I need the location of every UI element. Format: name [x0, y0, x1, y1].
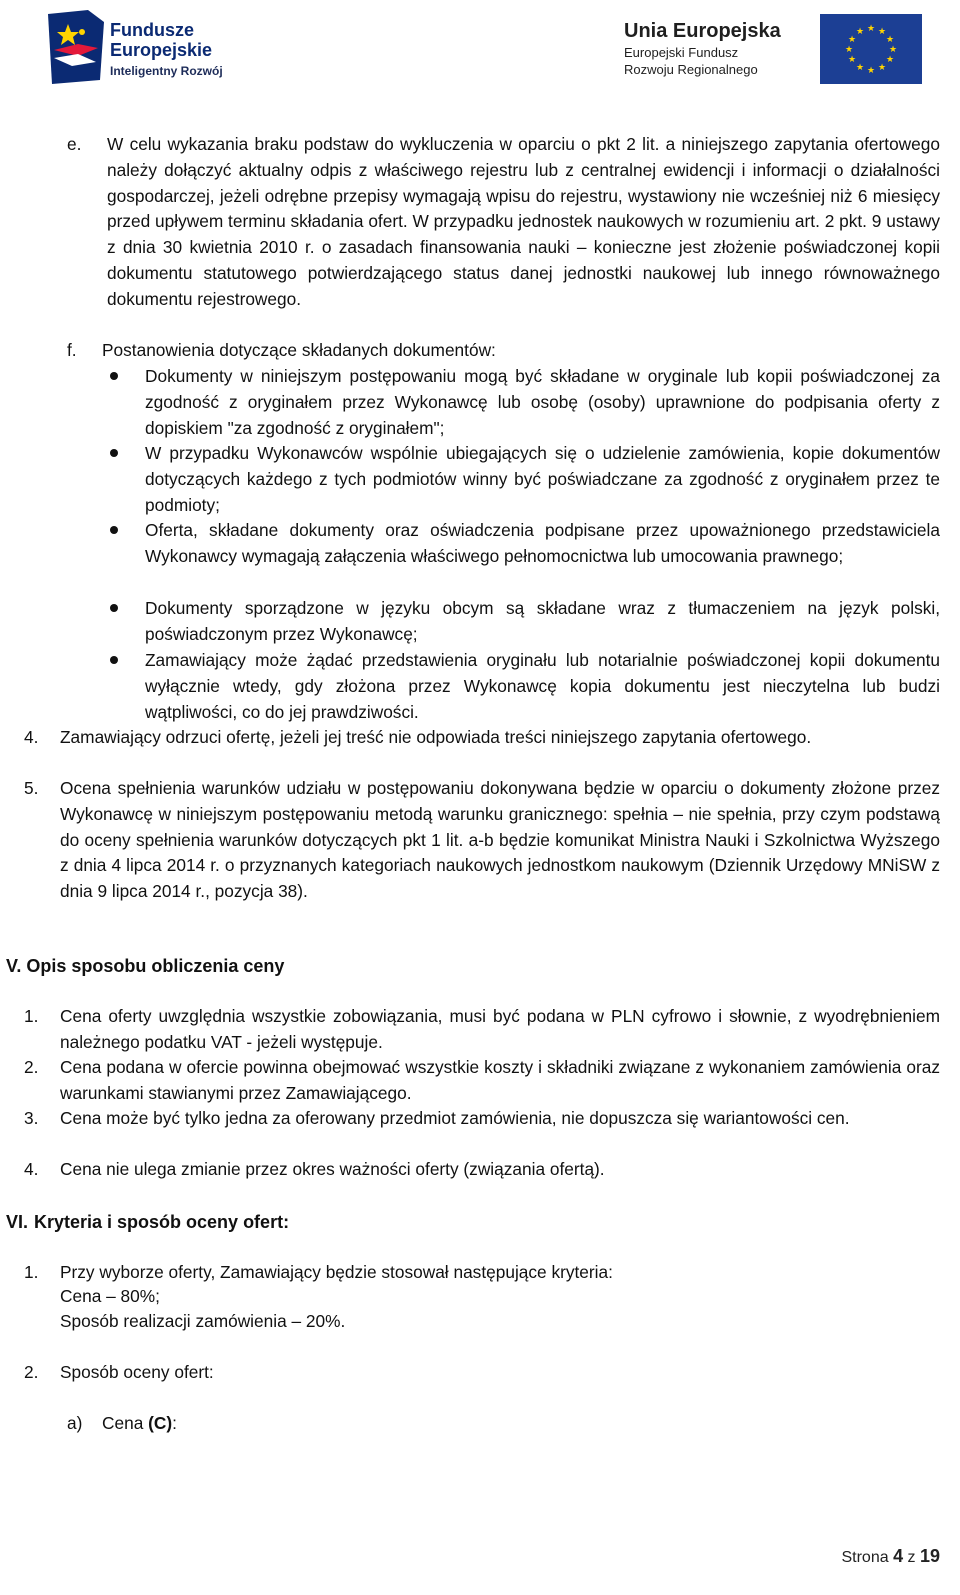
item-f-bullet-5: Zamawiający może żądać przedstawienia oryginału lub notarialnie poświadczonej kopii dokumentu wyłącznie wtedy, gdy złożona przez Wykonawcę kopia dokumentu jest nieczytelna lub budzi wątpliwości, co do jej prawdziwości.	[145, 650, 940, 722]
bullet-icon	[110, 526, 118, 534]
footer-total: 19	[919, 1546, 940, 1566]
item-f-bullet-3: Oferta, składane dokumenty oraz oświadczenia podpisane przez upoważnionego przedstawiciela Wykonawcy wymagają załączenia właściwego pełnomocnictwa lub umocowania prawnego;	[145, 520, 940, 566]
svg-text:★: ★	[855, 63, 865, 73]
svg-text:★: ★	[885, 55, 895, 65]
fundusze-europejskie-logo	[48, 10, 248, 88]
eu-flag-icon	[820, 14, 922, 84]
footer-prefix: Strona	[841, 1549, 894, 1566]
svg-text:★: ★	[855, 27, 865, 37]
footer-middle: z	[903, 1549, 920, 1566]
section-vi-number: VI.	[6, 1212, 29, 1232]
item-4-label: 4.	[24, 727, 39, 747]
item-f-text: Postanowienia dotyczące składanych dokumentów:	[102, 340, 496, 360]
vi-sub-a-label: a)	[67, 1413, 83, 1433]
section-vi-title: Kryteria i sposób oceny ofert:	[34, 1212, 290, 1232]
vi-item-1-line2: Cena – 80%;	[60, 1286, 160, 1306]
svg-text:★: ★	[866, 24, 876, 34]
vi-item-1-line3: Sposób realizacji zamówienia – 20%.	[60, 1311, 346, 1331]
bullet-icon	[110, 656, 118, 664]
item-5-label: 5.	[24, 778, 39, 798]
bullet-icon	[110, 449, 118, 457]
v-item-3-text: Cena może być tylko jedna za oferowany przedmiot zamówienia, nie dopuszcza się wariantowości cen.	[60, 1108, 850, 1128]
vi-sub-a-text: Cena	[102, 1413, 149, 1433]
footer-page: 4	[893, 1546, 904, 1566]
ue-logo-line1: Unia Europejska	[624, 20, 781, 42]
item-f-bullet-4: Dokumenty sporządzone w języku obcym są składane wraz z tłumaczeniem na język polski, poświadczonym przez Wykonawcę;	[145, 598, 940, 644]
vi-item-2-text: Sposób oceny ofert:	[60, 1362, 214, 1382]
vi-item-2-label: 2.	[24, 1362, 39, 1382]
vi-item-1-label: 1.	[24, 1262, 39, 1282]
fe-logo-line1: Fundusze	[110, 20, 194, 40]
item-4-text: Zamawiający odrzuci ofertę, jeżeli jej treść nie odpowiada treści niniejszego zapytania ofertowego.	[60, 727, 812, 747]
v-item-4-label: 4.	[24, 1159, 39, 1179]
vi-item-1-line1: Przy wyborze oferty, Zamawiający będzie stosował następujące kryteria:	[60, 1262, 613, 1282]
v-item-4-text: Cena nie ulega zmianie przez okres ważności oferty (związania ofertą).	[60, 1159, 605, 1179]
vi-sub-a-bold: (C)	[148, 1413, 173, 1433]
fe-logo-line3: Inteligentny Rozwój	[110, 64, 223, 78]
svg-text:★: ★	[885, 35, 895, 45]
item-f-label: f.	[67, 340, 77, 360]
svg-text:★: ★	[877, 63, 887, 73]
v-item-1-text: Cena oferty uwzględnia wszystkie zobowiązania, musi być podana w PLN cyfrowo i słownie, z wyodrębnieniem należnego podatku VAT - jeżeli występuje.	[60, 1006, 940, 1052]
svg-text:★: ★	[847, 55, 857, 65]
v-item-1-label: 1.	[24, 1006, 39, 1026]
item-f-bullet-2: W przypadku Wykonawców wspólnie ubiegających się o udzielenie zamówienia, kopie dokumentów dotyczących każdego z tych podmiotów winny być poświadczane za zgodność z oryginałem przez te podmioty;	[145, 443, 940, 515]
svg-text:★: ★	[877, 27, 887, 37]
unia-europejska-logo	[624, 14, 924, 89]
item-5-text: Ocena spełnienia warunków udziału w postępowaniu dokonywana będzie w oparciu o dokumenty złożone przez Wykonawcę w niniejszym postępowaniu metodą warunku granicznego: spełnia – nie spełnia, przy czym podstawą do oceny spełnienia warunków dotyczących pkt 1 lit. a-b będzie komunikat Ministra Nauki i Szkolnictwa Wyższego z dnia 4 lipca 2014 r. o przyznanych kategoriach naukowych jednostkom naukowym (Dziennik Urzędowy MNiSW z dnia 9 lipca 2014 r., pozycja 38).	[60, 778, 940, 902]
fe-flag-icon	[48, 10, 104, 84]
vi-sub-a-line	[102, 1411, 802, 1437]
bullet-icon	[110, 372, 118, 380]
v-item-2-label: 2.	[24, 1057, 39, 1077]
item-e-label: e.	[67, 134, 82, 154]
svg-text:★: ★	[888, 45, 898, 55]
item-e-text: W celu wykazania braku podstaw do wykluczenia w oparciu o pkt 2 lit. a niniejszego zapytania ofertowego należy dołączyć aktualny odpis z właściwego rejestru lub z centralnej ewidencji i informacji o działalności gospodarczej, jeżeli odrębne przepisy wymagają wpisu do rejestru, wystawiony nie wcześniej niż 6 miesięcy przed upływem terminu składania ofert. W przypadku jednostek naukowych w rozumieniu art. 2 pkt. 9 ustawy z dnia 30 kwietnia 2010 r. o zasadach finansowania nauki – konieczne jest złożenie poświadczonej kopii dokumentu statutowego potwierdzającego status danej jednostki naukowej lub innego równoważnego dokumentu rejestrowego.	[107, 134, 940, 309]
page-number-footer	[841, 1546, 940, 1567]
svg-text:★: ★	[844, 45, 854, 55]
v-item-3-label: 3.	[24, 1108, 39, 1128]
section-v-heading: V. Opis sposobu obliczenia ceny	[6, 956, 285, 976]
ue-logo-line2: Europejski Fundusz	[624, 45, 739, 60]
vi-sub-a-suffix: :	[172, 1413, 177, 1433]
v-item-2-text: Cena podana w ofercie powinna obejmować wszystkie koszty i składniki związane z wykonaniem zamówienia oraz warunkami stawianymi przez Zamawiającego.	[60, 1057, 940, 1103]
svg-text:★: ★	[847, 35, 857, 45]
item-f-bullet-1: Dokumenty w niniejszym postępowaniu mogą być składane w oryginale lub kopii poświadczonej za zgodność z oryginałem przez Wykonawcę lub osobę (osoby) uprawnione do podpisania oferty z dopiskiem "za zgodność z oryginałem";	[145, 366, 940, 438]
bullet-icon	[110, 604, 118, 612]
ue-logo-line3: Rozwoju Regionalnego	[624, 62, 758, 77]
svg-text:★: ★	[866, 66, 876, 76]
fe-logo-line2: Europejskie	[110, 40, 213, 60]
